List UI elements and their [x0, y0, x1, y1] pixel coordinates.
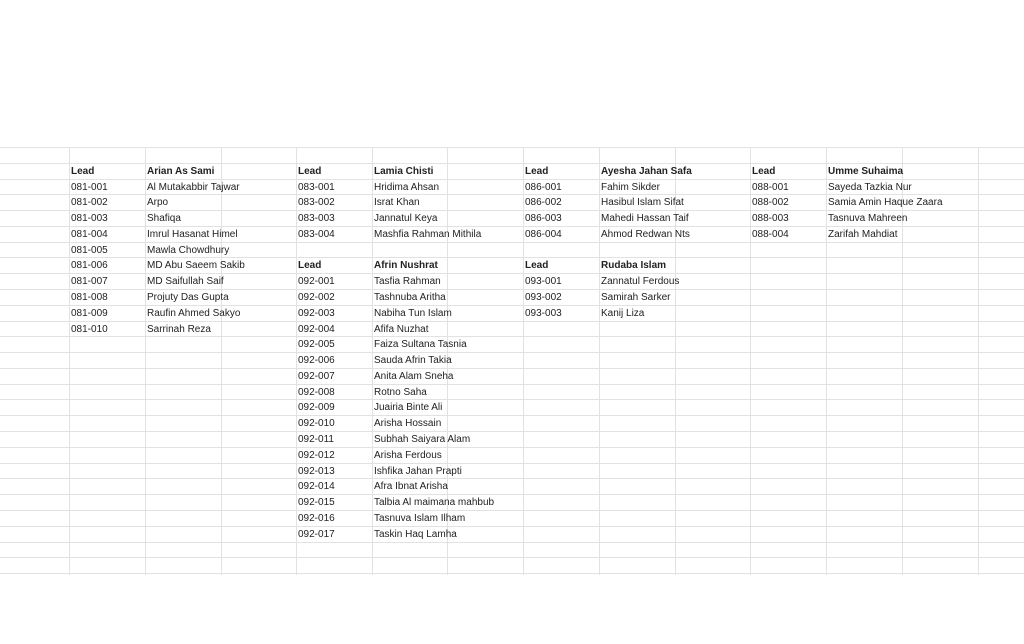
member-name-cell[interactable]: Subhah Saiyara Alam [374, 434, 471, 445]
member-name-cell[interactable]: Sayeda Tazkia Nur [828, 182, 912, 193]
member-name-cell[interactable]: Jannatul Keya [374, 213, 438, 224]
row-gridline [0, 573, 1024, 574]
row-gridline [0, 352, 1024, 353]
member-name-cell[interactable]: Ishfika Jahan Prapti [374, 466, 462, 477]
member-id-cell[interactable]: 081-005 [71, 245, 108, 256]
lead-name-cell[interactable]: Rudaba Islam [601, 260, 667, 271]
member-name-cell[interactable]: Sauda Afrin Takia [374, 355, 452, 366]
member-name-cell[interactable]: MD Saifullah Saif [147, 276, 224, 287]
member-id-cell[interactable]: 092-005 [298, 339, 335, 350]
member-id-cell[interactable]: 083-002 [298, 197, 335, 208]
member-name-cell[interactable]: Mahedi Hassan Taif [601, 213, 689, 224]
member-id-cell[interactable]: 081-010 [71, 324, 108, 335]
lead-name-cell[interactable]: Umme Suhaima [828, 166, 904, 177]
member-name-cell[interactable]: Mashfia Rahman Mithila [374, 229, 482, 240]
member-id-cell[interactable]: 088-004 [752, 229, 789, 240]
row-gridline [0, 526, 1024, 527]
row-gridline [0, 463, 1024, 464]
member-id-cell[interactable]: 086-003 [525, 213, 562, 224]
member-name-cell[interactable]: Arisha Ferdous [374, 450, 442, 461]
member-id-cell[interactable]: 088-002 [752, 197, 789, 208]
member-name-cell[interactable]: Mawla Chowdhury [147, 245, 230, 256]
member-id-cell[interactable]: 088-003 [752, 213, 789, 224]
member-name-cell[interactable]: Faiza Sultana Tasnia [374, 339, 467, 350]
member-name-cell[interactable]: Afifa Nuzhat [374, 324, 429, 335]
member-name-cell[interactable]: Zannatul Ferdous [601, 276, 680, 287]
member-name-cell[interactable]: Hridima Ahsan [374, 182, 440, 193]
member-id-cell[interactable]: 092-008 [298, 387, 335, 398]
member-name-cell[interactable]: Arpo [147, 197, 169, 208]
member-id-cell[interactable]: 083-004 [298, 229, 335, 240]
row-gridline [0, 510, 1024, 511]
row-gridline [0, 447, 1024, 448]
member-id-cell[interactable]: 092-015 [298, 497, 335, 508]
member-name-cell[interactable]: Hasibul Islam Sifat [601, 197, 684, 208]
member-name-cell[interactable]: Tashnuba Aritha [374, 292, 446, 303]
member-name-cell[interactable]: Taskin Haq Lamha [374, 529, 457, 540]
member-name-cell[interactable]: Al Mutakabbir Tajwar [147, 182, 240, 193]
member-name-cell[interactable]: MD Abu Saeem Sakib [147, 260, 245, 271]
row-gridline [0, 542, 1024, 543]
member-id-cell[interactable]: 092-009 [298, 402, 335, 413]
member-name-cell[interactable]: Juairia Binte Ali [374, 402, 443, 413]
row-gridline [0, 557, 1024, 558]
member-name-cell[interactable]: Tasfia Rahman [374, 276, 441, 287]
member-id-cell[interactable]: 093-003 [525, 308, 562, 319]
member-name-cell[interactable]: Sarrinah Reza [147, 324, 211, 335]
member-id-cell[interactable]: 092-012 [298, 450, 335, 461]
member-id-cell[interactable]: 081-004 [71, 229, 108, 240]
member-id-cell[interactable]: 081-002 [71, 197, 108, 208]
member-name-cell[interactable]: Tasnuva Islam Ilham [374, 513, 466, 524]
member-name-cell[interactable]: Anita Alam Sneha [374, 371, 454, 382]
member-name-cell[interactable]: Imrul Hasanat Himel [147, 229, 238, 240]
lead-header-cell[interactable]: Lead [752, 166, 776, 177]
member-name-cell[interactable]: Zarifah Mahdiat [828, 229, 898, 240]
member-name-cell[interactable]: Samia Amin Haque Zaara [828, 197, 943, 208]
member-name-cell[interactable]: Tasnuva Mahreen [828, 213, 908, 224]
member-id-cell[interactable]: 081-006 [71, 260, 108, 271]
member-id-cell[interactable]: 081-009 [71, 308, 108, 319]
lead-name-cell[interactable]: Ayesha Jahan Safa [601, 166, 692, 177]
member-id-cell[interactable]: 092-007 [298, 371, 335, 382]
row-gridline [0, 384, 1024, 385]
row-gridline [0, 415, 1024, 416]
member-name-cell[interactable]: Samirah Sarker [601, 292, 671, 303]
lead-name-cell[interactable]: Arian As Sami [147, 166, 215, 177]
spreadsheet-grid[interactable] [0, 147, 1024, 575]
row-gridline [0, 494, 1024, 495]
row-gridline [0, 399, 1024, 400]
member-id-cell[interactable]: 092-014 [298, 481, 335, 492]
member-id-cell[interactable]: 086-002 [525, 197, 562, 208]
row-gridline [0, 431, 1024, 432]
lead-header-cell[interactable]: Lead [525, 260, 549, 271]
member-name-cell[interactable]: Shafiqa [147, 213, 181, 224]
member-name-cell[interactable]: Projuty Das Gupta [147, 292, 229, 303]
member-id-cell[interactable]: 093-001 [525, 276, 562, 287]
member-id-cell[interactable]: 092-004 [298, 324, 335, 335]
member-name-cell[interactable]: Rotno Saha [374, 387, 427, 398]
row-gridline [0, 478, 1024, 479]
member-id-cell[interactable]: 092-002 [298, 292, 335, 303]
row-gridline [0, 147, 1024, 148]
member-id-cell[interactable]: 086-001 [525, 182, 562, 193]
member-id-cell[interactable]: 092-013 [298, 466, 335, 477]
member-id-cell[interactable]: 092-011 [298, 434, 334, 445]
member-id-cell[interactable]: 092-001 [298, 276, 335, 287]
lead-header-cell[interactable]: Lead [525, 166, 549, 177]
member-id-cell[interactable]: 081-003 [71, 213, 108, 224]
member-id-cell[interactable]: 092-003 [298, 308, 335, 319]
member-id-cell[interactable]: 081-007 [71, 276, 108, 287]
row-gridline [0, 368, 1024, 369]
lead-name-cell[interactable]: Lamia Chisti [374, 166, 434, 177]
member-name-cell[interactable]: Fahim Sikder [601, 182, 660, 193]
member-name-cell[interactable]: Israt Khan [374, 197, 420, 208]
member-name-cell[interactable]: Nabiha Tun Islam [374, 308, 452, 319]
member-name-cell[interactable]: Arisha Hossain [374, 418, 442, 429]
member-id-cell[interactable]: 092-010 [298, 418, 335, 429]
member-id-cell[interactable]: 092-016 [298, 513, 335, 524]
lead-header-cell[interactable]: Lead [71, 166, 95, 177]
lead-header-cell[interactable]: Lead [298, 166, 322, 177]
member-name-cell[interactable]: Kanij Liza [601, 308, 645, 319]
member-name-cell[interactable]: Talbia Al maimana mahbub [374, 497, 495, 508]
member-id-cell[interactable]: 092-017 [298, 529, 335, 540]
member-id-cell[interactable]: 083-001 [298, 182, 335, 193]
member-id-cell[interactable]: 083-003 [298, 213, 335, 224]
member-id-cell[interactable]: 086-004 [525, 229, 562, 240]
member-id-cell[interactable]: 093-002 [525, 292, 562, 303]
member-id-cell[interactable]: 092-006 [298, 355, 335, 366]
member-id-cell[interactable]: 081-001 [71, 182, 108, 193]
lead-name-cell[interactable]: Afrin Nushrat [374, 260, 438, 271]
member-name-cell[interactable]: Afra Ibnat Arisha [374, 481, 448, 492]
member-id-cell[interactable]: 088-001 [752, 182, 789, 193]
lead-header-cell[interactable]: Lead [298, 260, 322, 271]
member-id-cell[interactable]: 081-008 [71, 292, 108, 303]
member-name-cell[interactable]: Raufin Ahmed Sakyo [147, 308, 241, 319]
member-name-cell[interactable]: Ahmod Redwan Nts [601, 229, 690, 240]
